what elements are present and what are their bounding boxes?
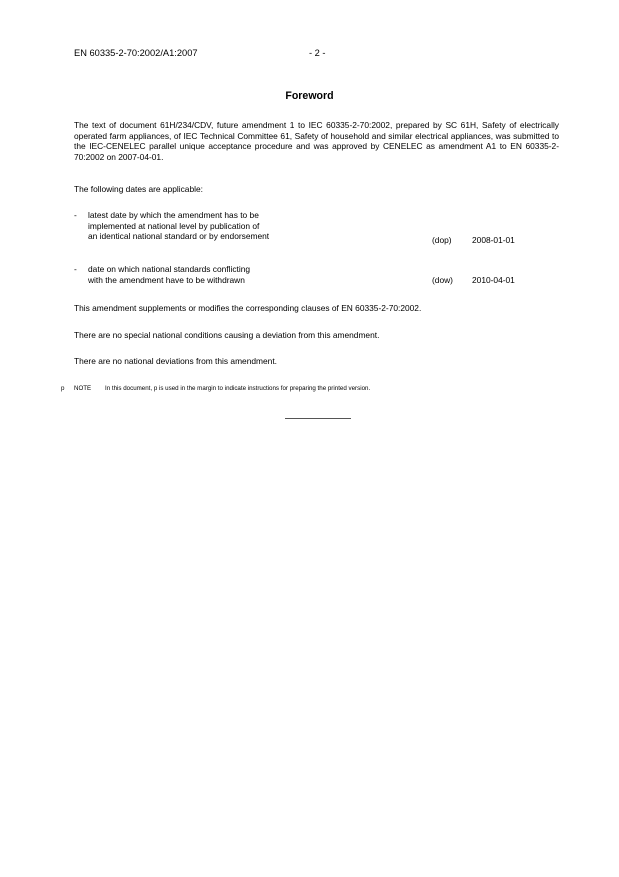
page-number: - 2 - xyxy=(309,48,326,58)
date-code: (dow) xyxy=(432,275,453,285)
list-dash: - xyxy=(74,210,77,220)
note-label: NOTE xyxy=(74,385,92,392)
date-value: 2008-01-01 xyxy=(472,235,515,245)
description-line: with the amendment have to be withdrawn xyxy=(88,274,245,285)
note-text: In this document, p is used in the margin to indicate instructions for preparing the printed version. xyxy=(105,385,371,392)
end-rule xyxy=(285,418,351,419)
dates-intro-paragraph: The following dates are applicable: xyxy=(74,184,203,194)
page-title: Foreword xyxy=(285,90,334,102)
description-line: an identical national standard or by endorsement xyxy=(88,231,270,242)
list-dash: - xyxy=(74,264,77,274)
special-conditions-paragraph: There are no special national conditions causing a deviation from this amendment. xyxy=(74,330,380,340)
supplements-paragraph: This amendment supplements or modifies the corresponding clauses of EN 60335-2-70:2002. xyxy=(74,303,422,313)
date-item-description xyxy=(88,210,408,242)
date-item-description xyxy=(88,264,408,285)
deviations-paragraph: There are no national deviations from this amendment. xyxy=(74,356,277,366)
date-item-dow xyxy=(74,264,564,288)
date-code: (dop) xyxy=(432,235,452,245)
date-item-dop xyxy=(74,210,564,244)
document-reference: EN 60335-2-70:2002/A1:2007 xyxy=(74,48,198,58)
description-line: implemented at national level by publication of xyxy=(88,220,260,231)
intro-paragraph: The text of document 61H/234/CDV, future amendment 1 to IEC 60335-2-70:2002, prepared by SC 61H, Safety of electrically operated farm appliances, of IEC Technical Committee 61, Safety of household and similar electrical appliances, was submitted to the IEC-CENELEC parallel unique acceptance procedure and was approved by CENELEC as amendment A1 to EN 60335-2-70:2002 on 2007-04-01. xyxy=(74,120,559,162)
description-line: date on which national standards conflicting xyxy=(88,264,251,274)
description-line: latest date by which the amendment has to be xyxy=(88,210,259,220)
margin-marker: p xyxy=(61,385,65,392)
date-value: 2010-04-01 xyxy=(472,275,515,285)
